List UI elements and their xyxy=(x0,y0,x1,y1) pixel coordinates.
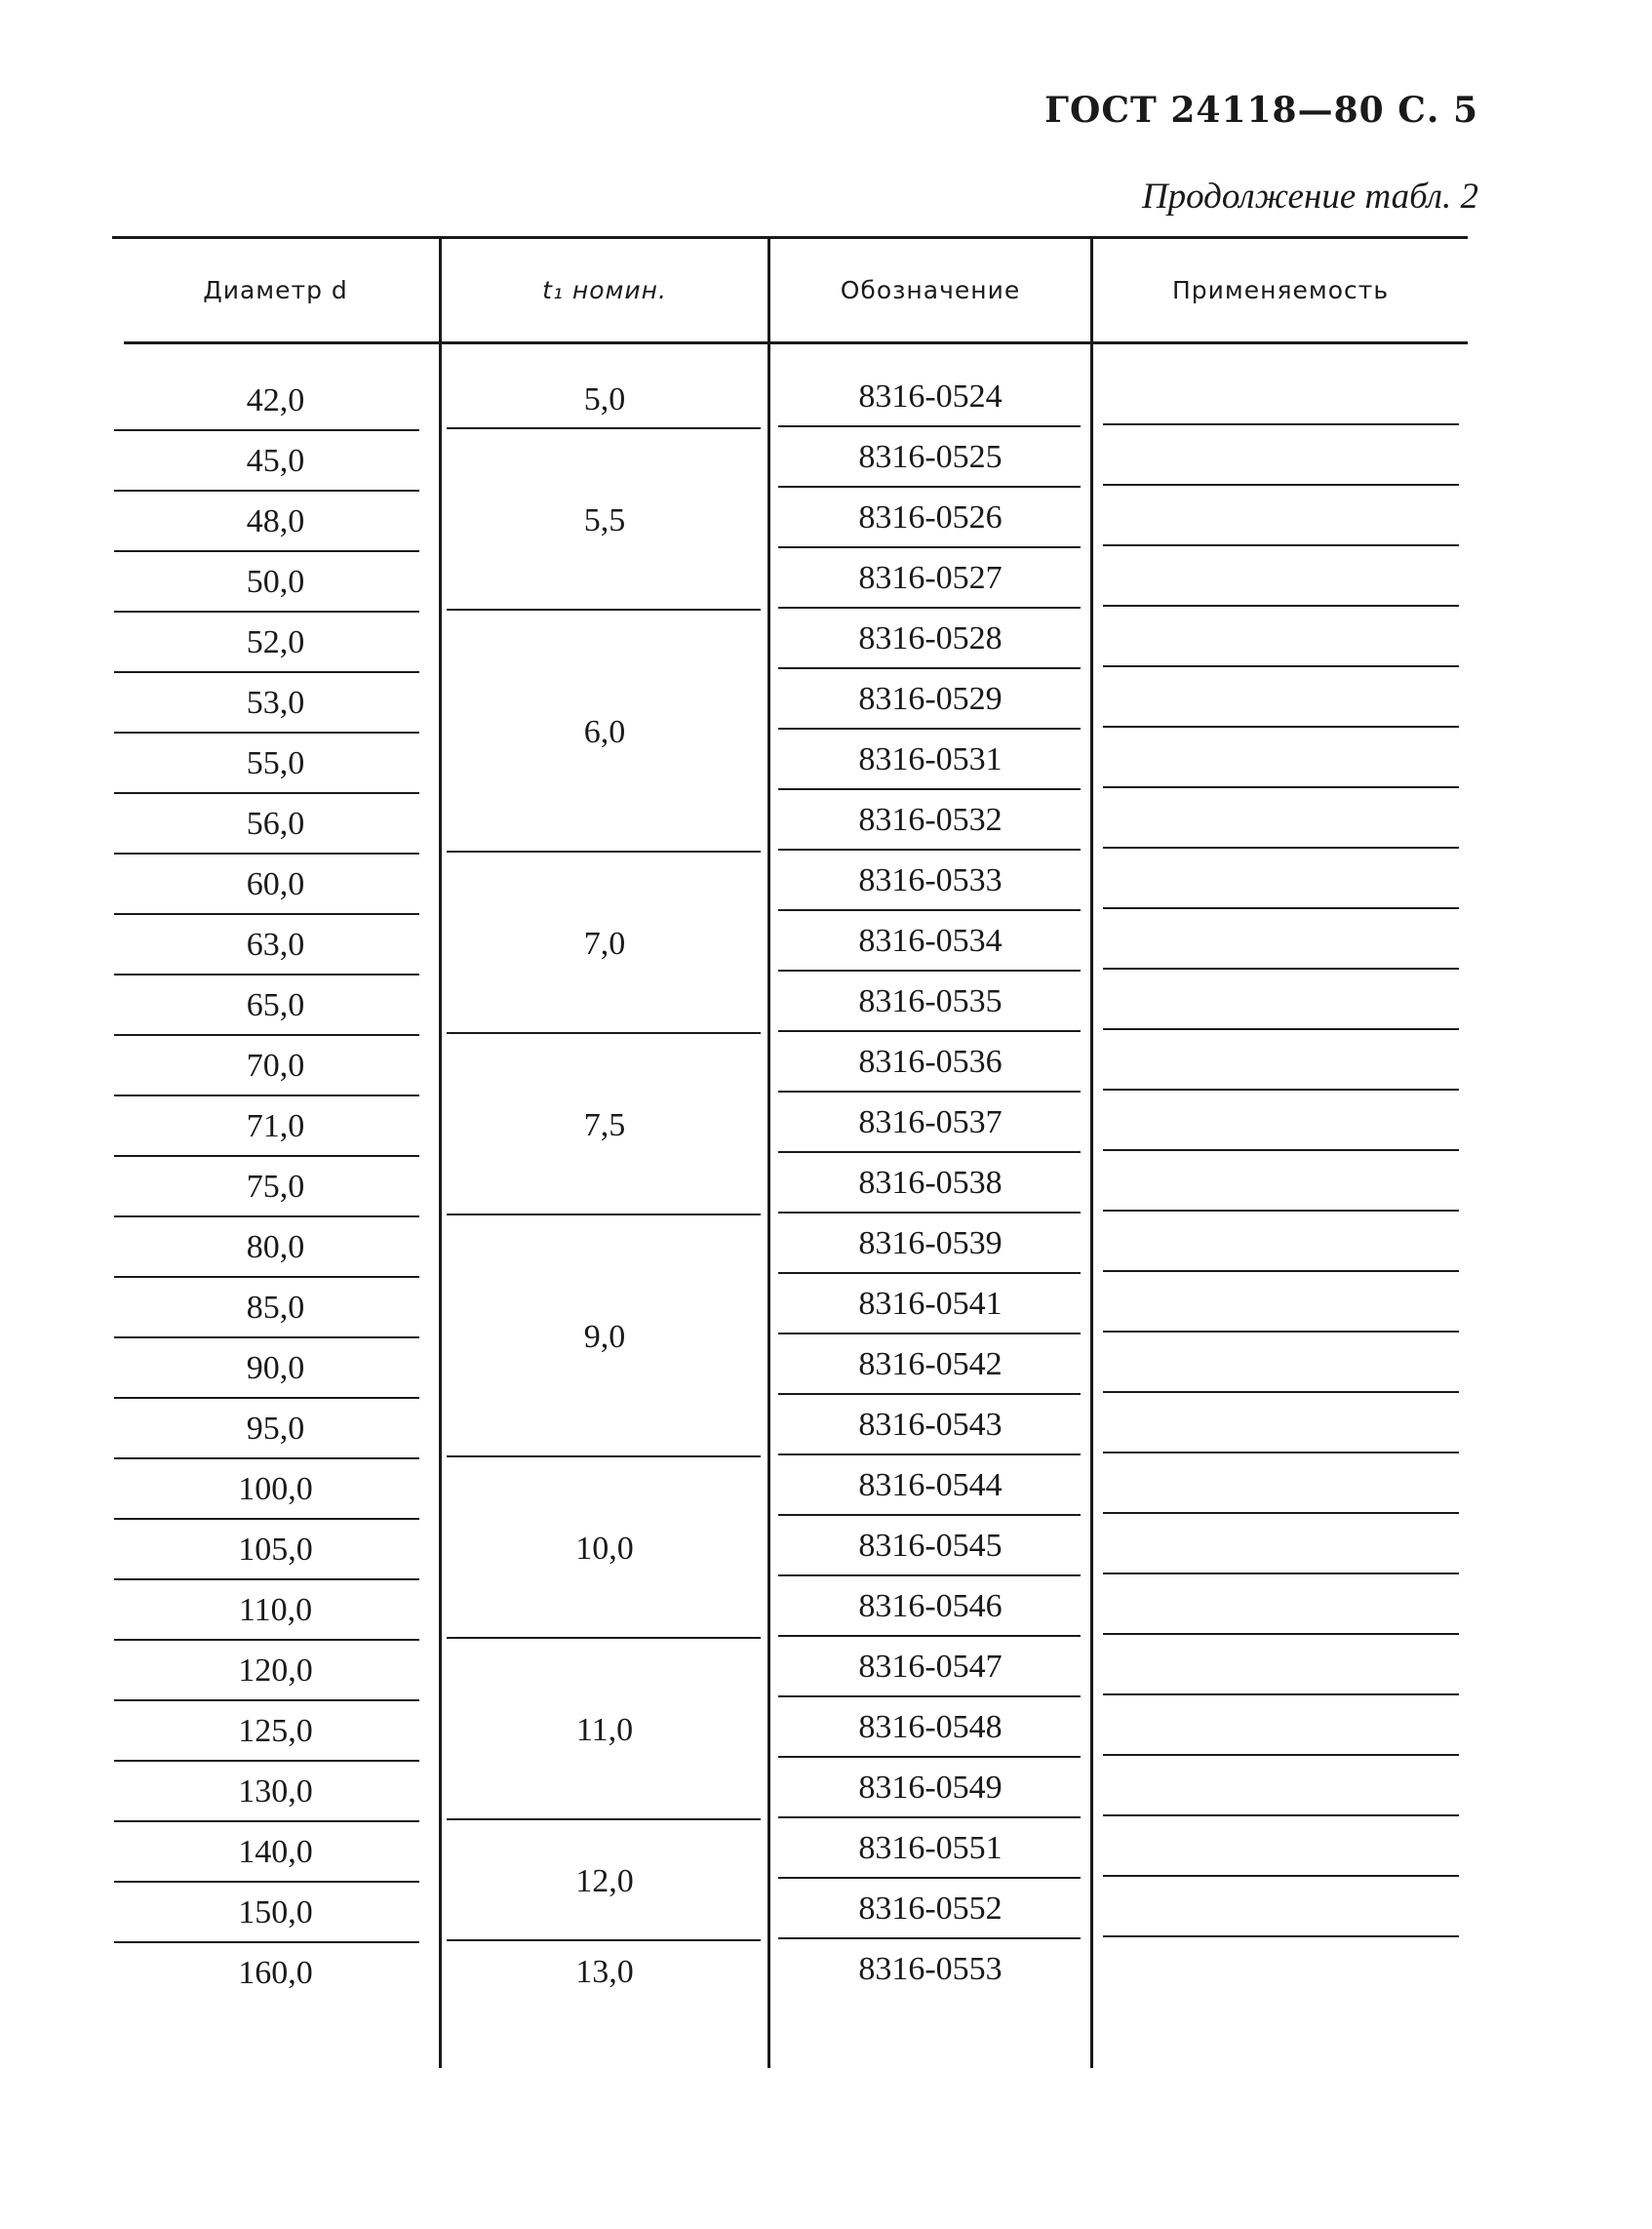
row-rule xyxy=(778,1756,1081,1758)
row-rule xyxy=(114,611,419,613)
designation-cell: 8316-0547 xyxy=(858,1649,1003,1685)
diameter-cell: 50,0 xyxy=(246,564,305,600)
row-rule xyxy=(114,732,419,734)
row-rule xyxy=(1103,1210,1459,1212)
group-rule xyxy=(447,1214,761,1215)
diameter-cell: 105,0 xyxy=(238,1532,313,1568)
diameter-cell: 75,0 xyxy=(246,1169,305,1205)
row-rule xyxy=(114,1034,419,1036)
diameter-cell: 125,0 xyxy=(238,1713,313,1749)
row-rule xyxy=(114,1215,419,1217)
designation-cell: 8316-0528 xyxy=(858,620,1003,657)
diameter-cell: 55,0 xyxy=(246,745,305,781)
row-rule xyxy=(778,909,1081,911)
group-rule xyxy=(447,851,761,853)
row-rule xyxy=(778,1514,1081,1516)
row-rule xyxy=(778,1333,1081,1334)
row-rule xyxy=(114,974,419,975)
designation-cell: 8316-0545 xyxy=(858,1528,1003,1564)
row-rule xyxy=(114,1155,419,1157)
row-rule xyxy=(1103,1391,1459,1393)
t1-nominal-cell: 5,0 xyxy=(583,381,626,418)
row-rule xyxy=(778,1635,1081,1637)
diameter-cell: 95,0 xyxy=(246,1411,305,1447)
designation-cell: 8316-0526 xyxy=(858,499,1003,536)
row-rule xyxy=(1103,1814,1459,1816)
designation-cell: 8316-0525 xyxy=(858,439,1003,475)
row-rule xyxy=(1103,1089,1459,1091)
row-rule xyxy=(1103,1270,1459,1272)
designation-cell: 8316-0536 xyxy=(858,1044,1003,1080)
designation-cell: 8316-0532 xyxy=(858,802,1003,838)
designation-cell: 8316-0533 xyxy=(858,862,1003,898)
designation-cell: 8316-0544 xyxy=(858,1467,1003,1503)
t1-nominal-cell: 13,0 xyxy=(575,1954,634,1990)
diameter-cell: 80,0 xyxy=(246,1229,305,1265)
page-header: ГОСТ 24118—80 С. 5 xyxy=(1044,90,1478,131)
t1-nominal-cell: 9,0 xyxy=(583,1319,626,1355)
row-rule xyxy=(1103,1512,1459,1514)
row-rule xyxy=(778,607,1081,609)
diameter-cell: 45,0 xyxy=(246,443,305,479)
diameter-cell: 110,0 xyxy=(238,1592,313,1628)
row-rule xyxy=(114,1820,419,1822)
row-rule xyxy=(1103,1633,1459,1635)
row-rule xyxy=(114,1578,419,1580)
group-rule xyxy=(447,1455,761,1457)
group-rule xyxy=(447,1637,761,1639)
diameter-cell: 140,0 xyxy=(238,1834,313,1870)
row-rule xyxy=(114,490,419,492)
row-rule xyxy=(114,1518,419,1520)
diameter-cell: 130,0 xyxy=(238,1773,313,1810)
designation-cell: 8316-0549 xyxy=(858,1770,1003,1806)
diameter-cell: 65,0 xyxy=(246,987,305,1023)
group-rule xyxy=(447,1939,761,1941)
t1-nominal-cell: 5,5 xyxy=(583,502,626,538)
designation-cell: 8316-0535 xyxy=(858,983,1003,1019)
row-rule xyxy=(1103,1875,1459,1877)
row-rule xyxy=(114,1336,419,1338)
designation-cell: 8316-0551 xyxy=(858,1830,1003,1866)
row-rule xyxy=(1103,1572,1459,1574)
row-rule xyxy=(1103,423,1459,425)
designation-cell: 8316-0539 xyxy=(858,1225,1003,1261)
row-rule xyxy=(114,1457,419,1459)
row-rule xyxy=(114,853,419,855)
row-rule xyxy=(778,1937,1081,1939)
group-rule xyxy=(447,1032,761,1034)
designation-cell: 8316-0529 xyxy=(858,681,1003,717)
diameter-cell: 48,0 xyxy=(246,503,305,539)
row-rule xyxy=(114,913,419,915)
diameter-cell: 150,0 xyxy=(238,1894,313,1930)
row-rule xyxy=(114,1881,419,1883)
table-header-rule xyxy=(124,341,1468,344)
row-rule xyxy=(114,429,419,431)
row-rule xyxy=(778,788,1081,790)
t1-nominal-cell: 7,0 xyxy=(583,926,626,962)
designation-cell: 8316-0553 xyxy=(858,1951,1003,1987)
t1-nominal-cell: 12,0 xyxy=(575,1863,634,1899)
diameter-cell: 63,0 xyxy=(246,927,305,963)
diameter-cell: 56,0 xyxy=(246,806,305,842)
row-rule xyxy=(778,546,1081,548)
diameter-cell: 70,0 xyxy=(246,1048,305,1084)
row-rule xyxy=(1103,1452,1459,1453)
row-rule xyxy=(778,849,1081,851)
row-rule xyxy=(1103,605,1459,607)
row-rule xyxy=(778,1151,1081,1153)
row-rule xyxy=(1103,1028,1459,1030)
group-rule xyxy=(447,427,761,429)
row-rule xyxy=(1103,847,1459,849)
row-rule xyxy=(114,1699,419,1701)
row-rule xyxy=(778,970,1081,972)
column-header-t1-nominal: t₁ номин. xyxy=(542,276,667,304)
row-rule xyxy=(778,1030,1081,1032)
row-rule xyxy=(1103,1693,1459,1695)
diameter-cell: 100,0 xyxy=(238,1471,313,1507)
row-rule xyxy=(114,1276,419,1278)
row-rule xyxy=(778,1453,1081,1455)
diameter-cell: 85,0 xyxy=(246,1290,305,1326)
row-rule xyxy=(778,1091,1081,1093)
designation-cell: 8316-0527 xyxy=(858,560,1003,596)
row-rule xyxy=(114,550,419,552)
diameter-cell: 120,0 xyxy=(238,1652,313,1689)
row-rule xyxy=(114,1941,419,1943)
diameter-cell: 60,0 xyxy=(246,866,305,902)
row-rule xyxy=(778,425,1081,427)
row-rule xyxy=(1103,1935,1459,1937)
t1-nominal-cell: 7,5 xyxy=(583,1107,626,1143)
row-rule xyxy=(778,1272,1081,1274)
row-rule xyxy=(1103,544,1459,546)
designation-cell: 8316-0534 xyxy=(858,923,1003,959)
row-rule xyxy=(778,1877,1081,1879)
t1-nominal-cell: 6,0 xyxy=(583,714,626,750)
designation-cell: 8316-0531 xyxy=(858,741,1003,777)
row-rule xyxy=(114,1639,419,1641)
diameter-cell: 52,0 xyxy=(246,624,305,660)
column-divider xyxy=(1090,239,1093,2068)
row-rule xyxy=(1103,786,1459,788)
row-rule xyxy=(778,667,1081,669)
row-rule xyxy=(778,1695,1081,1697)
row-rule xyxy=(1103,1331,1459,1333)
row-rule xyxy=(778,1393,1081,1395)
designation-cell: 8316-0552 xyxy=(858,1891,1003,1927)
diameter-cell: 42,0 xyxy=(246,382,305,418)
t1-nominal-cell: 10,0 xyxy=(575,1531,634,1567)
row-rule xyxy=(1103,1149,1459,1151)
diameter-cell: 160,0 xyxy=(238,1955,313,1991)
designation-cell: 8316-0546 xyxy=(858,1588,1003,1624)
column-header-designation: Обозначение xyxy=(840,276,1021,304)
diameter-cell: 90,0 xyxy=(246,1350,305,1386)
row-rule xyxy=(114,1397,419,1399)
row-rule xyxy=(1103,968,1459,970)
group-rule xyxy=(447,609,761,611)
row-rule xyxy=(778,1212,1081,1214)
row-rule xyxy=(778,728,1081,730)
designation-cell: 8316-0524 xyxy=(858,378,1003,415)
row-rule xyxy=(778,1574,1081,1576)
row-rule xyxy=(114,1095,419,1096)
row-rule xyxy=(1103,665,1459,667)
row-rule xyxy=(1103,1754,1459,1756)
diameter-cell: 71,0 xyxy=(246,1108,305,1144)
group-rule xyxy=(447,1818,761,1820)
column-header-diameter: Диаметр d xyxy=(203,276,348,304)
designation-cell: 8316-0541 xyxy=(858,1286,1003,1322)
designation-cell: 8316-0538 xyxy=(858,1165,1003,1201)
t1-nominal-cell: 11,0 xyxy=(575,1712,634,1748)
table-continuation-caption: Продолжение табл. 2 xyxy=(1141,177,1478,217)
row-rule xyxy=(1103,726,1459,728)
row-rule xyxy=(114,1760,419,1762)
row-rule xyxy=(778,1816,1081,1818)
row-rule xyxy=(1103,484,1459,486)
designation-cell: 8316-0537 xyxy=(858,1104,1003,1140)
row-rule xyxy=(778,486,1081,488)
diameter-cell: 53,0 xyxy=(246,685,305,721)
row-rule xyxy=(1103,907,1459,909)
designation-cell: 8316-0543 xyxy=(858,1407,1003,1443)
row-rule xyxy=(114,671,419,673)
row-rule xyxy=(114,792,419,794)
designation-cell: 8316-0548 xyxy=(858,1709,1003,1745)
designation-cell: 8316-0542 xyxy=(858,1346,1003,1382)
column-header-applicability: Применяемость xyxy=(1171,276,1390,304)
